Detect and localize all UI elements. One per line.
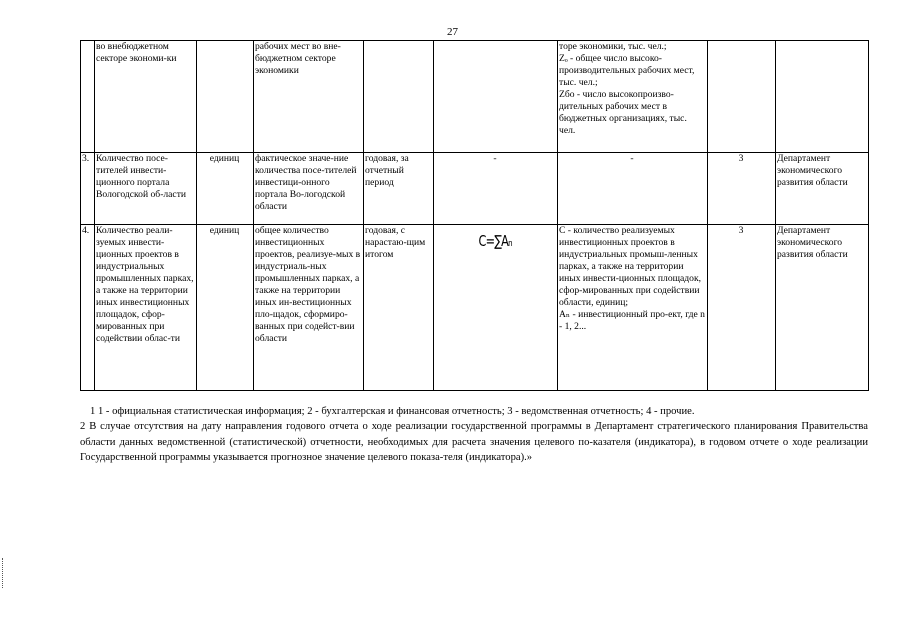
table-row [81, 153, 869, 225]
method-cell: С - количество реализуемых инвестиционных проектов в индустриальных промыш-ленных парках, а также на территории иных инвести-ционных площадок, сфор-мированных при содействии области, единиц; Aₙ - инвестиционный про-ект, где n - 1, 2... [558, 225, 708, 391]
row-number: 3. [81, 153, 95, 225]
definition-cell: общее количество инвестиционных проектов, реализуе-мых в индустриаль-ных промышленных парках, а также на территории иных ин-вестиционных пло-щадок, сформиро-ванных при содейст-вии области [254, 225, 364, 391]
footnote-2-text: 2 В случае отсутствия на дату направления годового отчета о ходе реализации государственной программы в Департамент стратегического планирования Правительства области данных ведомственной (статистической) отчетности, необходимых для расчета значения целевого по-казателя (индикатора), в годовом отчете о ходе реализации Государственной программы указывается прогнозное значение целевого показа-теля (индикатора).» [80, 421, 868, 463]
formula-cell: - [434, 153, 558, 225]
footnote-1: 1 1 - официальная статистическая информация; 2 - бухгалтерская и финансовая отчетность; 3 - ведомственная отчетность; 4 - прочие. [90, 406, 695, 417]
responsible-cell: Департамент экономического развития области [776, 153, 869, 225]
table-row [81, 41, 869, 153]
scan-edge-marks [2, 558, 6, 588]
method-cell: - [558, 153, 708, 225]
responsible-cell: Департамент экономического развития области [776, 225, 869, 391]
indicator-name: Количество посе-тителей инвести-ционного портала Вологодской об-ласти [95, 153, 197, 225]
row-number [81, 41, 95, 153]
source-cell: 3 [708, 225, 776, 391]
footnote-2 [80, 419, 868, 466]
indicator-name: во внебюджетном секторе экономи-ки [95, 41, 197, 153]
responsible-cell [776, 41, 869, 153]
periodicity-cell: годовая, с нарастаю-щим итогом [364, 225, 434, 391]
formula-expression: C=∑Aₙ [478, 232, 512, 250]
periodicity-cell [364, 41, 434, 153]
definition-cell: рабочих мест во вне-бюджетном секторе экономики [254, 41, 364, 153]
table-row [81, 225, 869, 391]
row-number: 4. [81, 225, 95, 391]
unit-cell: единиц [197, 225, 254, 391]
indicator-table [80, 40, 869, 391]
indicator-name: Количество реали-зуемых инвести-ционных проектов в индустриальных промышленных парках, а также на территории иных инвестиционных площадок, сфор-мированных при содействии облас-ти [95, 225, 197, 391]
unit-cell: единиц [197, 153, 254, 225]
source-cell [708, 41, 776, 153]
page-number: 27 [447, 26, 458, 38]
method-cell: торе экономики, тыс. чел.; Zₒ - общее число высоко-производительных рабочих мест, тыс. чел.; Zбо - число высокопроизво-дительных рабочих мест в бюджетных организациях, тыс. чел. [558, 41, 708, 153]
definition-cell: фактическое значе-ние количества посе-тителей инвестици-онного портала Во-логодской области [254, 153, 364, 225]
unit-cell [197, 41, 254, 153]
source-cell: 3 [708, 153, 776, 225]
periodicity-cell: годовая, за отчетный период [364, 153, 434, 225]
formula-cell [434, 41, 558, 153]
formula-cell [434, 225, 558, 391]
